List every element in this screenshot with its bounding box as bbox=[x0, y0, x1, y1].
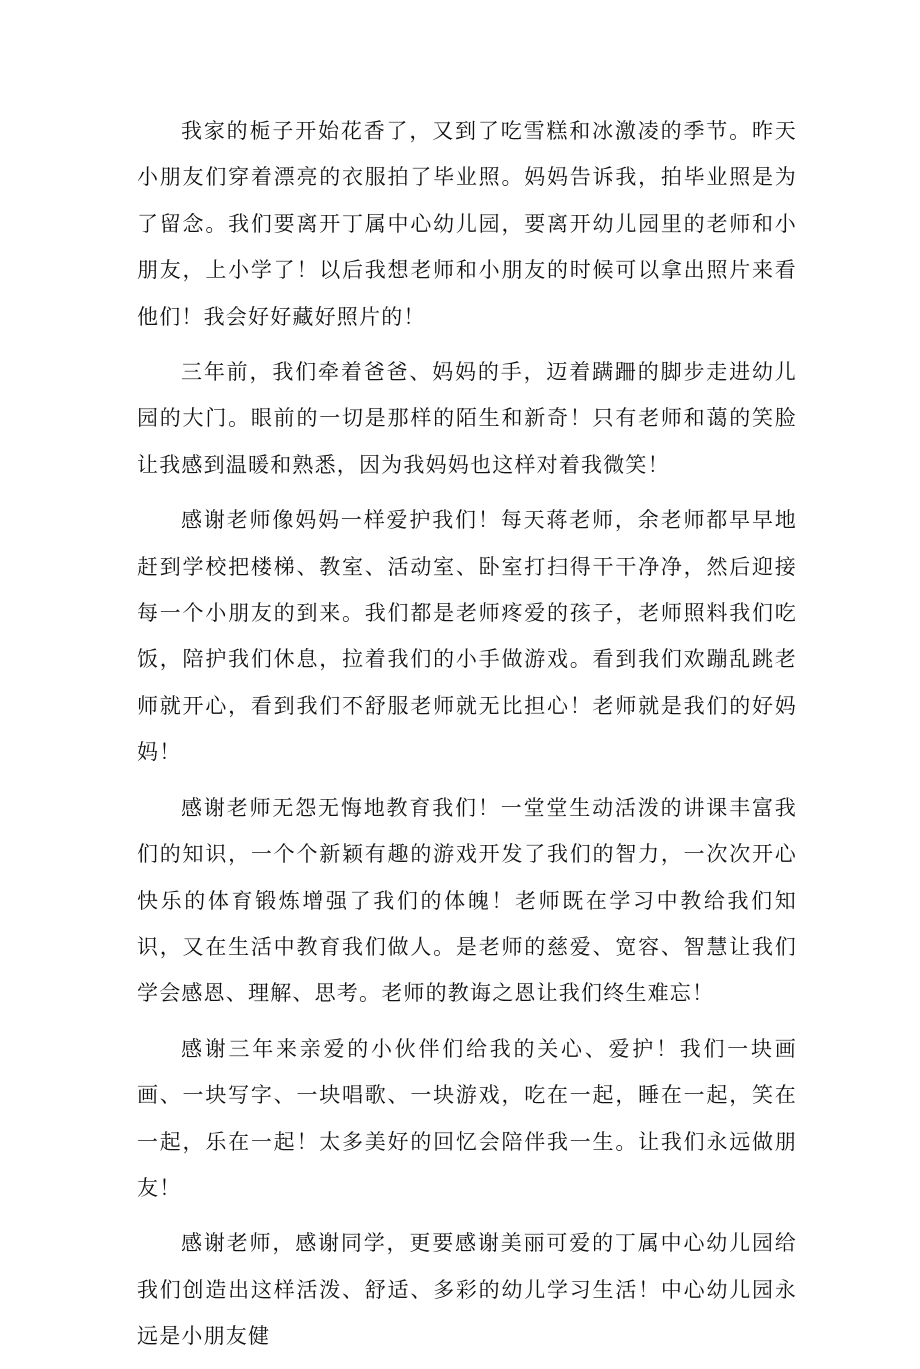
document-body bbox=[137, 108, 797, 1369]
paragraph-4: 感谢老师无怨无悔地教育我们！一堂堂生动活泼的讲课丰富我们的知识，一个个新颖有趣的游戏开发了我们的智力，一次次开心快乐的体育锻炼增强了我们的体魄！老师既在学习中教给我们知识，又在生活中教育我们做人。是老师的慈爱、宽容、智慧让我们学会感恩、理解、思考。老师的教诲之恩让我们终生难忘！ bbox=[137, 795, 797, 1006]
paragraph-3: 感谢老师像妈妈一样爱护我们！每天蒋老师，余老师都早早地赶到学校把楼梯、教室、活动室、卧室打扫得干干净净，然后迎接每一个小朋友的到来。我们都是老师疼爱的孩子，老师照料我们吃饭，陪护我们休息，拉着我们的小手做游戏。看到我们欢蹦乱跳老师就开心，看到我们不舒服老师就无比担心！老师就是我们的好妈妈！ bbox=[137, 508, 797, 765]
paragraph-1: 我家的栀子开始花香了，又到了吃雪糕和冰激凌的季节。昨天小朋友们穿着漂亮的衣服拍了毕业照。妈妈告诉我，拍毕业照是为了留念。我们要离开丁属中心幼儿园，要离开幼儿园里的老师和小朋友，上小学了！以后我想老师和小朋友的时候可以拿出照片来看他们！我会好好藏好照片的！ bbox=[137, 119, 797, 329]
paragraph-5: 感谢三年来亲爱的小伙伴们给我的关心、爱护！我们一块画画、一块写字、一块唱歌、一块游戏，吃在一起，睡在一起，笑在一起，乐在一起！太多美好的回忆会陪伴我一生。让我们永远做朋友！ bbox=[137, 1036, 797, 1200]
paragraph-6: 感谢老师，感谢同学，更要感谢美丽可爱的丁属中心幼儿园给我们创造出这样活泼、舒适、多彩的幼儿学习生活！中心幼儿园永远是小朋友健 bbox=[137, 1231, 797, 1349]
paragraph-2: 三年前，我们牵着爸爸、妈妈的手，迈着蹒跚的脚步走进幼儿园的大门。眼前的一切是那样的陌生和新奇！只有老师和蔼的笑脸让我感到温暖和熟悉，因为我妈妈也这样对着我微笑！ bbox=[137, 360, 797, 477]
